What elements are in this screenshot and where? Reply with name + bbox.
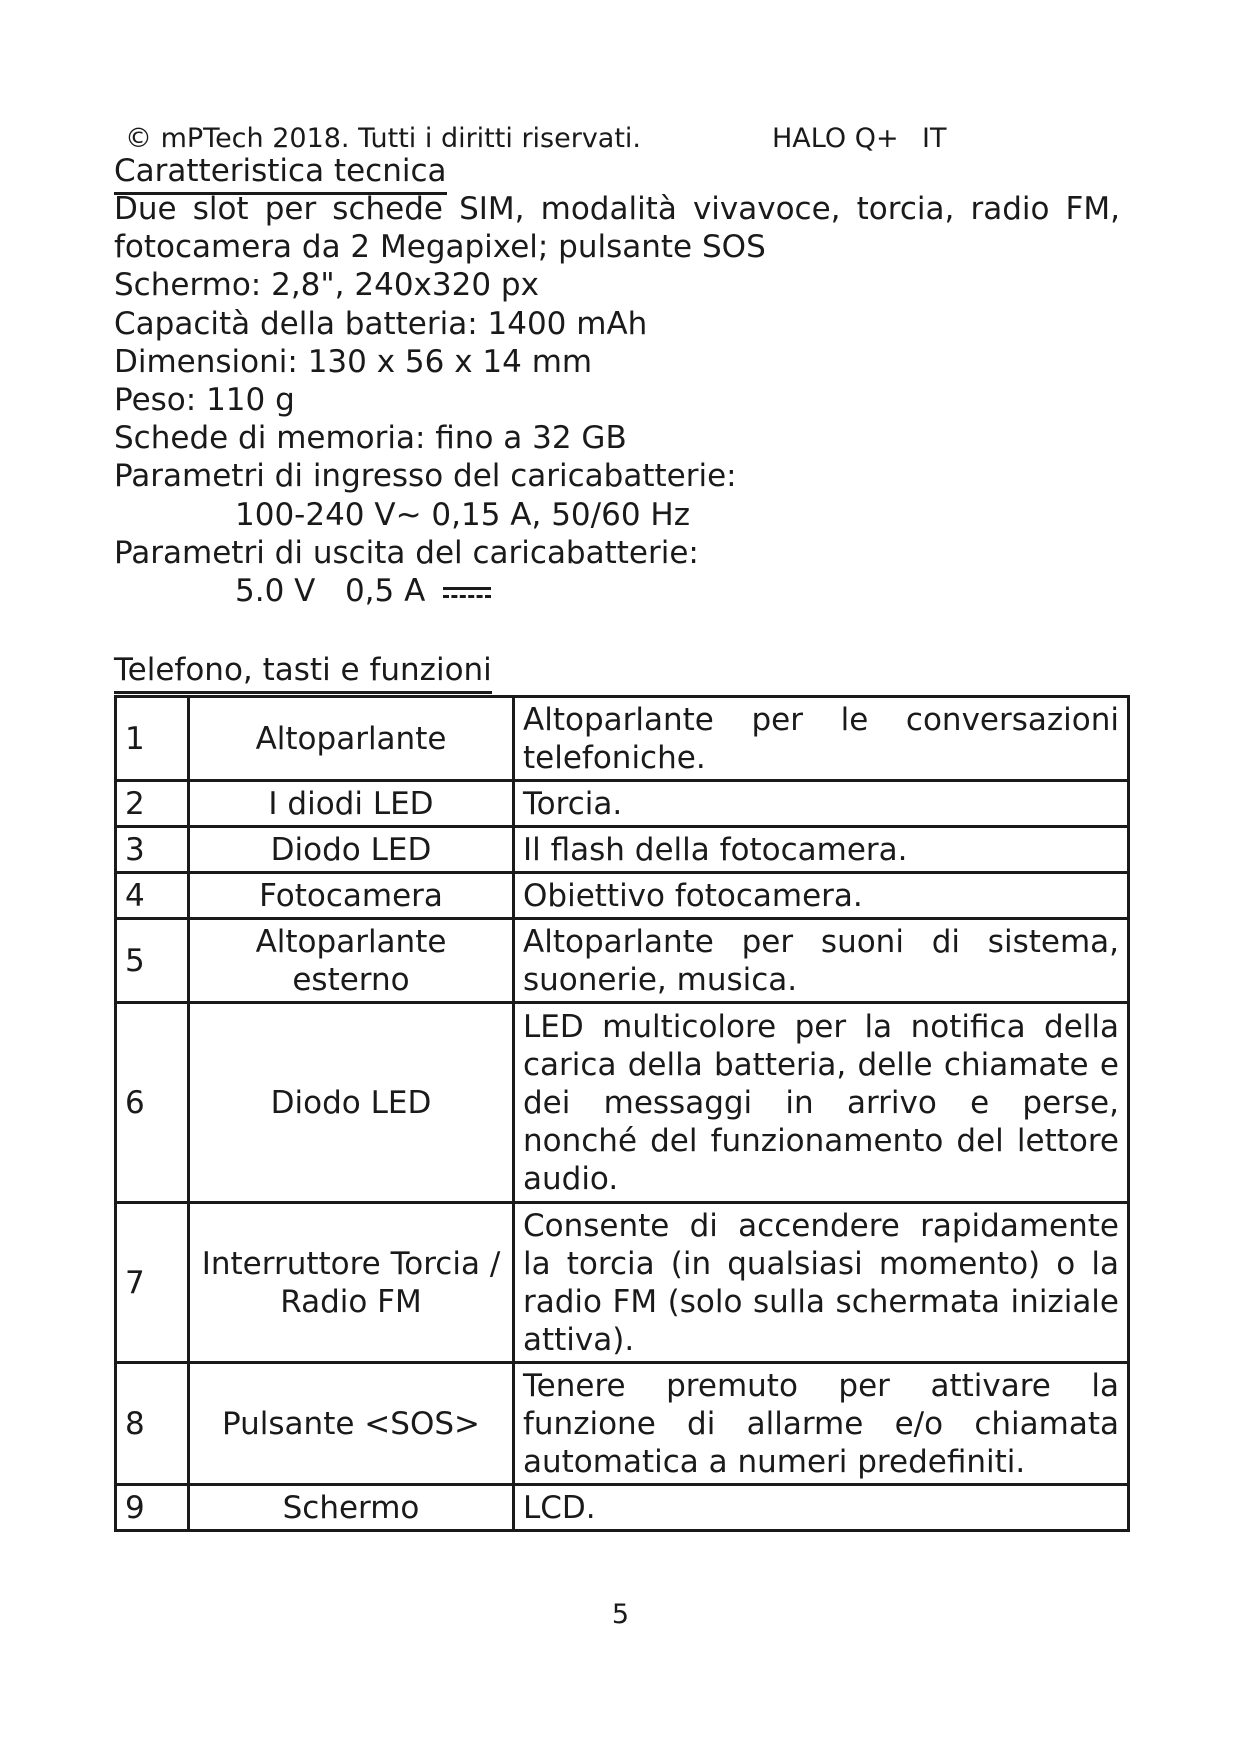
spec-charger-output-label: Parametri di uscita del caricabatterie:	[114, 534, 699, 571]
direct-current-icon	[443, 585, 491, 601]
spec-charger-output-value	[114, 572, 1120, 610]
copyright-notice: © mPTech 2018. Tutti i diritti riservati.	[125, 123, 642, 154]
spec-features-line1: Due slot per schede SIM, modalità vivavoce, torcia, radio FM,	[114, 191, 1120, 227]
row-description: Obiettivo fotocamera.	[514, 873, 1129, 919]
table-row	[116, 873, 1129, 919]
specs-title: Caratteristica tecnica	[114, 152, 447, 195]
row-description: Torcia.	[514, 781, 1129, 827]
row-name: Altoparlante	[189, 697, 514, 781]
output-voltage: 5.0 V	[235, 573, 316, 610]
row-name: Altoparlante esterno	[189, 919, 514, 1003]
spec-weight: Peso: 110 g	[114, 382, 295, 419]
row-name: Schermo	[189, 1485, 514, 1531]
row-number: 7	[116, 1203, 189, 1363]
row-name: Diodo LED	[189, 1003, 514, 1203]
language-code: IT	[922, 123, 947, 154]
row-number: 2	[116, 781, 189, 827]
specs-list	[114, 190, 1120, 610]
spec-memory: Schede di memoria: fino a 32 GB	[114, 420, 627, 457]
row-description: Tenere premuto per attivare la funzione di allarme e/o chiamata automatica a numeri predefiniti.	[514, 1363, 1129, 1485]
page-number: 5	[611, 1599, 630, 1630]
row-name: Diodo LED	[189, 827, 514, 873]
row-number: 9	[116, 1485, 189, 1531]
spec-charger-input-value: 100-240 V~ 0,15 A, 50/60 Hz	[235, 496, 690, 533]
table-row	[116, 697, 1129, 781]
output-current: 0,5 A	[344, 573, 426, 610]
row-number: 6	[116, 1003, 189, 1203]
table-row	[116, 827, 1129, 873]
row-name: Interruttore Torcia / Radio FM	[189, 1203, 514, 1363]
row-number: 5	[116, 919, 189, 1003]
row-number: 8	[116, 1363, 189, 1485]
row-number: 3	[116, 827, 189, 873]
table-row	[116, 919, 1129, 1003]
phone-features-table	[114, 695, 1130, 1532]
row-description: Consente di accendere rapidamente la torcia (in qualsiasi momento) o la radio FM (solo sulla schermata iniziale attiva).	[514, 1203, 1129, 1363]
spec-battery: Capacità della batteria: 1400 mAh	[114, 305, 648, 342]
phone-section-title: Telefono, tasti e funzioni	[114, 651, 492, 694]
spec-dimensions: Dimensioni: 130 x 56 x 14 mm	[114, 343, 593, 380]
table-row	[116, 1003, 1129, 1203]
model-name: HALO Q+	[772, 123, 899, 154]
row-name: I diodi LED	[189, 781, 514, 827]
row-description: LCD.	[514, 1485, 1129, 1531]
table-row	[116, 1203, 1129, 1363]
row-description: Altoparlante per suoni di sistema, suonerie, musica.	[514, 919, 1129, 1003]
table-row	[116, 1363, 1129, 1485]
row-number: 4	[116, 873, 189, 919]
spec-charger-input-label: Parametri di ingresso del caricabatterie:	[114, 458, 737, 495]
spec-screen: Schermo: 2,8", 240x320 px	[114, 267, 539, 304]
spec-features-line2: fotocamera da 2 Megapixel; pulsante SOS	[114, 229, 766, 266]
table-row	[116, 1485, 1129, 1531]
row-description: LED multicolore per la notifica della carica della batteria, delle chiamate e dei messaggi in arrivo e perse, nonché del funzionamento del lettore audio.	[514, 1003, 1129, 1203]
row-name: Fotocamera	[189, 873, 514, 919]
table-row	[116, 781, 1129, 827]
row-name: Pulsante <SOS>	[189, 1363, 514, 1485]
row-description: Altoparlante per le conversazioni telefoniche.	[514, 697, 1129, 781]
row-number: 1	[116, 697, 189, 781]
row-description: Il flash della fotocamera.	[514, 827, 1129, 873]
